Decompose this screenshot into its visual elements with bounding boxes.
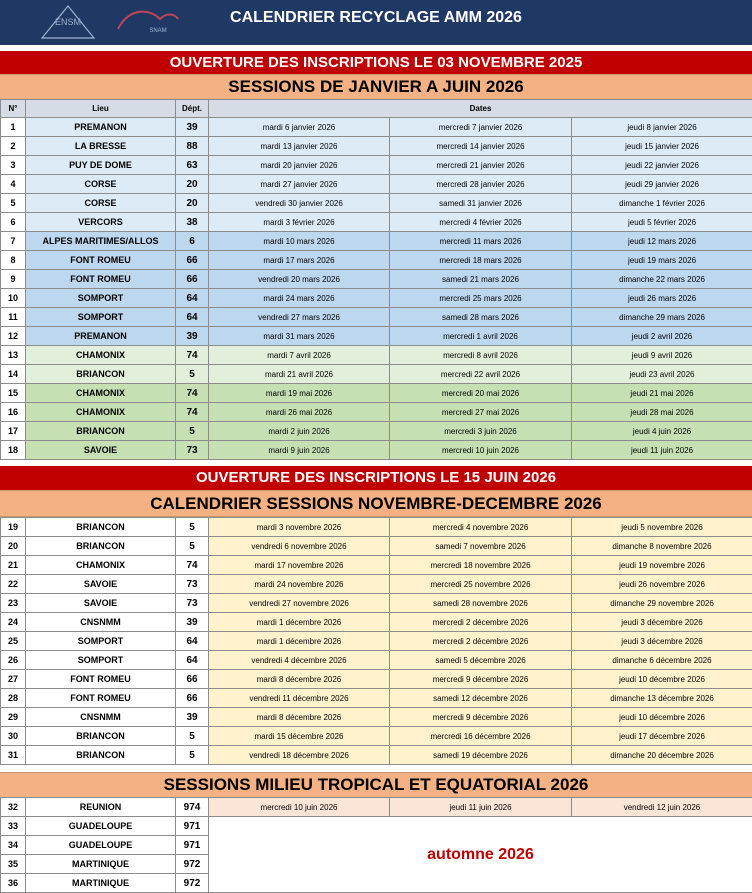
session-number: 23 <box>1 594 26 613</box>
session-number: 33 <box>1 817 26 836</box>
session-date-2: mercredi 2 décembre 2026 <box>390 632 572 651</box>
session-lieu: PREMANON <box>26 327 176 346</box>
session-dept: 64 <box>176 289 209 308</box>
session-number: 16 <box>1 403 26 422</box>
session-date-3: dimanche 22 mars 2026 <box>572 270 752 289</box>
session-dept: 5 <box>176 746 209 765</box>
session-date-2: mercredi 9 décembre 2026 <box>390 708 572 727</box>
session-date-1: mardi 27 janvier 2026 <box>209 175 390 194</box>
session-date-2: jeudi 11 juin 2026 <box>390 798 572 817</box>
session-dept: 39 <box>176 118 209 137</box>
table-row <box>1 613 752 632</box>
session-lieu: BRIANCON <box>26 727 176 746</box>
session-lieu: GUADELOUPE <box>26 817 176 836</box>
session-date-1: mardi 7 avril 2026 <box>209 346 390 365</box>
table-row <box>1 213 752 232</box>
session-date-2: mercredi 11 mars 2026 <box>390 232 572 251</box>
session-date-3: jeudi 12 mars 2026 <box>572 232 752 251</box>
session-date-2: mercredi 22 avril 2026 <box>390 365 572 384</box>
table-row <box>1 575 752 594</box>
table-row <box>1 798 752 817</box>
session-lieu: SOMPORT <box>26 308 176 327</box>
session-date-1: mardi 24 novembre 2026 <box>209 575 390 594</box>
opening-banner-2: OUVERTURE DES INSCRIPTIONS LE 15 JUIN 2026 <box>0 466 752 490</box>
session-date-1: vendredi 27 mars 2026 <box>209 308 390 327</box>
session-dept: 74 <box>176 346 209 365</box>
table-row <box>1 365 752 384</box>
session-lieu: CNSNMM <box>26 613 176 632</box>
session-lieu: BRIANCON <box>26 422 176 441</box>
session-lieu: CNSNMM <box>26 708 176 727</box>
table-row <box>1 403 752 422</box>
session-number: 18 <box>1 441 26 460</box>
session-dept: 39 <box>176 708 209 727</box>
session-date-1: mardi 17 mars 2026 <box>209 251 390 270</box>
session-date-3: dimanche 29 novembre 2026 <box>572 594 752 613</box>
sessions-table-2 <box>0 517 752 765</box>
session-lieu: CHAMONIX <box>26 556 176 575</box>
table-header-row <box>1 100 752 118</box>
session-number: 3 <box>1 156 26 175</box>
session-date-1: mardi 9 juin 2026 <box>209 441 390 460</box>
session-date-1: mardi 17 novembre 2026 <box>209 556 390 575</box>
session-date-2: mercredi 4 février 2026 <box>390 213 572 232</box>
session-lieu: REUNION <box>26 798 176 817</box>
session-dept: 972 <box>176 855 209 874</box>
session-number: 35 <box>1 855 26 874</box>
table-row <box>1 422 752 441</box>
session-lieu: BRIANCON <box>26 537 176 556</box>
session-date-3: jeudi 26 novembre 2026 <box>572 575 752 594</box>
session-number: 20 <box>1 537 26 556</box>
session-lieu: LA BRESSE <box>26 137 176 156</box>
session-date-2: samedi 28 novembre 2026 <box>390 594 572 613</box>
session-date-1: mardi 8 décembre 2026 <box>209 708 390 727</box>
session-dept: 39 <box>176 327 209 346</box>
session-date-3: dimanche 8 novembre 2026 <box>572 537 752 556</box>
autumn-label: automne 2026 <box>209 817 752 893</box>
session-date-3: jeudi 23 avril 2026 <box>572 365 752 384</box>
table-row <box>1 327 752 346</box>
session-date-3: dimanche 20 décembre 2026 <box>572 746 752 765</box>
session-number: 2 <box>1 137 26 156</box>
table-row <box>1 537 752 556</box>
session-lieu: MARTINIQUE <box>26 855 176 874</box>
table-row <box>1 251 752 270</box>
session-number: 15 <box>1 384 26 403</box>
session-date-1: mardi 2 juin 2026 <box>209 422 390 441</box>
session-lieu: CORSE <box>26 175 176 194</box>
session-date-1: mardi 1 décembre 2026 <box>209 613 390 632</box>
session-date-1: mardi 31 mars 2026 <box>209 327 390 346</box>
session-lieu: FONT ROMEU <box>26 270 176 289</box>
session-date-1: mardi 24 mars 2026 <box>209 289 390 308</box>
session-date-1: vendredi 11 décembre 2026 <box>209 689 390 708</box>
table-row <box>1 689 752 708</box>
session-date-3: jeudi 5 février 2026 <box>572 213 752 232</box>
table-row <box>1 175 752 194</box>
session-date-1: vendredi 27 novembre 2026 <box>209 594 390 613</box>
session-date-2: mercredi 7 janvier 2026 <box>390 118 572 137</box>
table-row <box>1 156 752 175</box>
table-row <box>1 594 752 613</box>
session-date-2: mercredi 28 janvier 2026 <box>390 175 572 194</box>
session-date-3: jeudi 21 mai 2026 <box>572 384 752 403</box>
session-number: 34 <box>1 836 26 855</box>
session-number: 4 <box>1 175 26 194</box>
session-date-3: vendredi 12 juin 2026 <box>572 798 752 817</box>
session-number: 30 <box>1 727 26 746</box>
session-date-3: jeudi 26 mars 2026 <box>572 289 752 308</box>
table-row <box>1 346 752 365</box>
session-date-3: dimanche 13 décembre 2026 <box>572 689 752 708</box>
session-date-3: jeudi 2 avril 2026 <box>572 327 752 346</box>
session-date-2: samedi 7 novembre 2026 <box>390 537 572 556</box>
session-lieu: CHAMONIX <box>26 403 176 422</box>
table-row <box>1 746 752 765</box>
session-dept: 74 <box>176 556 209 575</box>
session-dept: 73 <box>176 441 209 460</box>
session-dept: 74 <box>176 384 209 403</box>
session-dept: 73 <box>176 594 209 613</box>
session-date-3: jeudi 28 mai 2026 <box>572 403 752 422</box>
session-number: 21 <box>1 556 26 575</box>
session-lieu: FONT ROMEU <box>26 670 176 689</box>
table-row <box>1 232 752 251</box>
table-row <box>1 308 752 327</box>
session-date-2: samedi 31 janvier 2026 <box>390 194 572 213</box>
session-lieu: GUADELOUPE <box>26 836 176 855</box>
table-row <box>1 194 752 213</box>
session-lieu: BRIANCON <box>26 518 176 537</box>
session-number: 17 <box>1 422 26 441</box>
session-date-1: mardi 26 mai 2026 <box>209 403 390 422</box>
session-date-3: jeudi 9 avril 2026 <box>572 346 752 365</box>
session-date-1: vendredi 6 novembre 2026 <box>209 537 390 556</box>
session-date-2: mercredi 1 avril 2026 <box>390 327 572 346</box>
session-date-3: jeudi 10 décembre 2026 <box>572 708 752 727</box>
table-row <box>1 118 752 137</box>
session-date-3: jeudi 19 mars 2026 <box>572 251 752 270</box>
session-date-2: mercredi 18 novembre 2026 <box>390 556 572 575</box>
session-date-3: jeudi 3 décembre 2026 <box>572 613 752 632</box>
session-dept: 66 <box>176 251 209 270</box>
table-row <box>1 708 752 727</box>
sessions-table-3 <box>0 797 752 893</box>
session-date-2: mercredi 14 janvier 2026 <box>390 137 572 156</box>
table-row <box>1 289 752 308</box>
session-dept: 64 <box>176 308 209 327</box>
table-row <box>1 441 752 460</box>
session-lieu: FONT ROMEU <box>26 689 176 708</box>
session-dept: 64 <box>176 651 209 670</box>
session-lieu: FONT ROMEU <box>26 251 176 270</box>
session-date-3: jeudi 11 juin 2026 <box>572 441 752 460</box>
session-date-2: samedi 12 décembre 2026 <box>390 689 572 708</box>
session-number: 25 <box>1 632 26 651</box>
session-date-1: mardi 8 décembre 2026 <box>209 670 390 689</box>
session-number: 1 <box>1 118 26 137</box>
session-number: 27 <box>1 670 26 689</box>
section-title-1: SESSIONS DE JANVIER A JUIN 2026 <box>0 74 752 100</box>
session-lieu: SOMPORT <box>26 651 176 670</box>
session-number: 24 <box>1 613 26 632</box>
session-dept: 66 <box>176 270 209 289</box>
session-dept: 38 <box>176 213 209 232</box>
session-lieu: SOMPORT <box>26 632 176 651</box>
session-date-3: jeudi 19 novembre 2026 <box>572 556 752 575</box>
logo2-text: SNAM <box>149 28 166 34</box>
session-dept: 972 <box>176 874 209 893</box>
session-date-1: mardi 3 février 2026 <box>209 213 390 232</box>
session-date-3: jeudi 29 janvier 2026 <box>572 175 752 194</box>
col-dept-header: Dépt. <box>176 100 209 118</box>
session-number: 8 <box>1 251 26 270</box>
session-number: 36 <box>1 874 26 893</box>
session-number: 9 <box>1 270 26 289</box>
session-date-1: mardi 21 avril 2026 <box>209 365 390 384</box>
table-row <box>1 651 752 670</box>
session-date-1: mardi 3 novembre 2026 <box>209 518 390 537</box>
session-lieu: PREMANON <box>26 118 176 137</box>
section-title-3: SESSIONS MILIEU TROPICAL ET EQUATORIAL 2026 <box>0 772 752 798</box>
session-date-3: jeudi 5 novembre 2026 <box>572 518 752 537</box>
session-dept: 5 <box>176 537 209 556</box>
session-lieu: VERCORS <box>26 213 176 232</box>
session-dept: 971 <box>176 817 209 836</box>
sessions-table-1 <box>0 99 752 460</box>
session-dept: 5 <box>176 727 209 746</box>
session-date-2: mercredi 8 avril 2026 <box>390 346 572 365</box>
session-number: 12 <box>1 327 26 346</box>
page-title: CALENDRIER RECYCLAGE AMM 2026 <box>0 0 752 36</box>
session-date-3: jeudi 15 janvier 2026 <box>572 137 752 156</box>
table-row <box>1 384 752 403</box>
session-date-3: jeudi 8 janvier 2026 <box>572 118 752 137</box>
session-lieu: SAVOIE <box>26 594 176 613</box>
session-dept: 5 <box>176 365 209 384</box>
table-row <box>1 817 752 836</box>
session-date-2: mercredi 27 mai 2026 <box>390 403 572 422</box>
session-dept: 63 <box>176 156 209 175</box>
session-date-2: samedi 28 mars 2026 <box>390 308 572 327</box>
col-lieu-header: Lieu <box>26 100 176 118</box>
session-number: 22 <box>1 575 26 594</box>
session-date-1: mardi 10 mars 2026 <box>209 232 390 251</box>
session-number: 14 <box>1 365 26 384</box>
session-date-2: mercredi 2 décembre 2026 <box>390 613 572 632</box>
table-row <box>1 137 752 156</box>
col-num-header: N° <box>1 100 26 118</box>
session-dept: 20 <box>176 175 209 194</box>
session-number: 29 <box>1 708 26 727</box>
session-date-3: jeudi 3 décembre 2026 <box>572 632 752 651</box>
table-row <box>1 556 752 575</box>
session-date-3: jeudi 17 décembre 2026 <box>572 727 752 746</box>
session-dept: 6 <box>176 232 209 251</box>
session-dept: 5 <box>176 518 209 537</box>
session-dept: 5 <box>176 422 209 441</box>
table-row <box>1 518 752 537</box>
table-row <box>1 670 752 689</box>
session-date-2: mercredi 25 mars 2026 <box>390 289 572 308</box>
session-date-2: samedi 5 décembre 2026 <box>390 651 572 670</box>
session-dept: 64 <box>176 632 209 651</box>
header-bar <box>0 0 752 45</box>
session-lieu: PUY DE DOME <box>26 156 176 175</box>
session-dept: 971 <box>176 836 209 855</box>
session-number: 26 <box>1 651 26 670</box>
opening-banner-1: OUVERTURE DES INSCRIPTIONS LE 03 NOVEMBRE 2025 <box>0 51 752 74</box>
session-number: 28 <box>1 689 26 708</box>
session-number: 31 <box>1 746 26 765</box>
session-date-1: vendredi 18 décembre 2026 <box>209 746 390 765</box>
session-lieu: SAVOIE <box>26 575 176 594</box>
session-dept: 66 <box>176 689 209 708</box>
session-date-2: samedi 19 décembre 2026 <box>390 746 572 765</box>
session-number: 13 <box>1 346 26 365</box>
session-date-2: mercredi 10 juin 2026 <box>390 441 572 460</box>
session-number: 11 <box>1 308 26 327</box>
session-lieu: CHAMONIX <box>26 346 176 365</box>
session-number: 6 <box>1 213 26 232</box>
session-date-3: dimanche 1 février 2026 <box>572 194 752 213</box>
session-dept: 74 <box>176 403 209 422</box>
session-number: 7 <box>1 232 26 251</box>
section-title-2: CALENDRIER SESSIONS NOVEMBRE-DECEMBRE 2026 <box>0 490 752 517</box>
session-lieu: BRIANCON <box>26 365 176 384</box>
session-lieu: SOMPORT <box>26 289 176 308</box>
session-date-3: jeudi 22 janvier 2026 <box>572 156 752 175</box>
session-date-1: mardi 1 décembre 2026 <box>209 632 390 651</box>
session-number: 5 <box>1 194 26 213</box>
session-date-1: vendredi 20 mars 2026 <box>209 270 390 289</box>
session-dept: 73 <box>176 575 209 594</box>
session-date-2: mercredi 25 novembre 2026 <box>390 575 572 594</box>
session-date-2: mercredi 9 décembre 2026 <box>390 670 572 689</box>
session-date-1: vendredi 4 décembre 2026 <box>209 651 390 670</box>
session-number: 19 <box>1 518 26 537</box>
session-date-2: mercredi 21 janvier 2026 <box>390 156 572 175</box>
session-lieu: ALPES MARITIMES/ALLOS <box>26 232 176 251</box>
session-date-1: mercredi 10 juin 2026 <box>209 798 390 817</box>
session-date-2: mercredi 4 novembre 2026 <box>390 518 572 537</box>
session-lieu: SAVOIE <box>26 441 176 460</box>
session-date-3: jeudi 4 juin 2026 <box>572 422 752 441</box>
session-dept: 39 <box>176 613 209 632</box>
table-row <box>1 632 752 651</box>
col-dates-header: Dates <box>209 100 752 118</box>
session-dept: 66 <box>176 670 209 689</box>
session-date-1: mardi 15 décembre 2026 <box>209 727 390 746</box>
session-lieu: BRIANCON <box>26 746 176 765</box>
session-date-2: mercredi 3 juin 2026 <box>390 422 572 441</box>
session-date-1: mardi 20 janvier 2026 <box>209 156 390 175</box>
session-lieu: CHAMONIX <box>26 384 176 403</box>
session-date-3: dimanche 29 mars 2026 <box>572 308 752 327</box>
session-lieu: CORSE <box>26 194 176 213</box>
session-number: 32 <box>1 798 26 817</box>
session-date-2: samedi 21 mars 2026 <box>390 270 572 289</box>
session-date-3: dimanche 6 décembre 2026 <box>572 651 752 670</box>
session-dept: 974 <box>176 798 209 817</box>
table-row <box>1 270 752 289</box>
session-date-1: mardi 6 janvier 2026 <box>209 118 390 137</box>
session-date-2: mercredi 18 mars 2026 <box>390 251 572 270</box>
session-lieu: MARTINIQUE <box>26 874 176 893</box>
session-date-2: mercredi 20 mai 2026 <box>390 384 572 403</box>
session-date-1: mardi 13 janvier 2026 <box>209 137 390 156</box>
logo-text: ENSM <box>55 17 81 27</box>
session-date-3: jeudi 10 décembre 2026 <box>572 670 752 689</box>
session-dept: 88 <box>176 137 209 156</box>
table-row <box>1 727 752 746</box>
session-date-1: mardi 19 mai 2026 <box>209 384 390 403</box>
session-date-1: vendredi 30 janvier 2026 <box>209 194 390 213</box>
session-dept: 20 <box>176 194 209 213</box>
session-number: 10 <box>1 289 26 308</box>
session-date-2: mercredi 16 décembre 2026 <box>390 727 572 746</box>
